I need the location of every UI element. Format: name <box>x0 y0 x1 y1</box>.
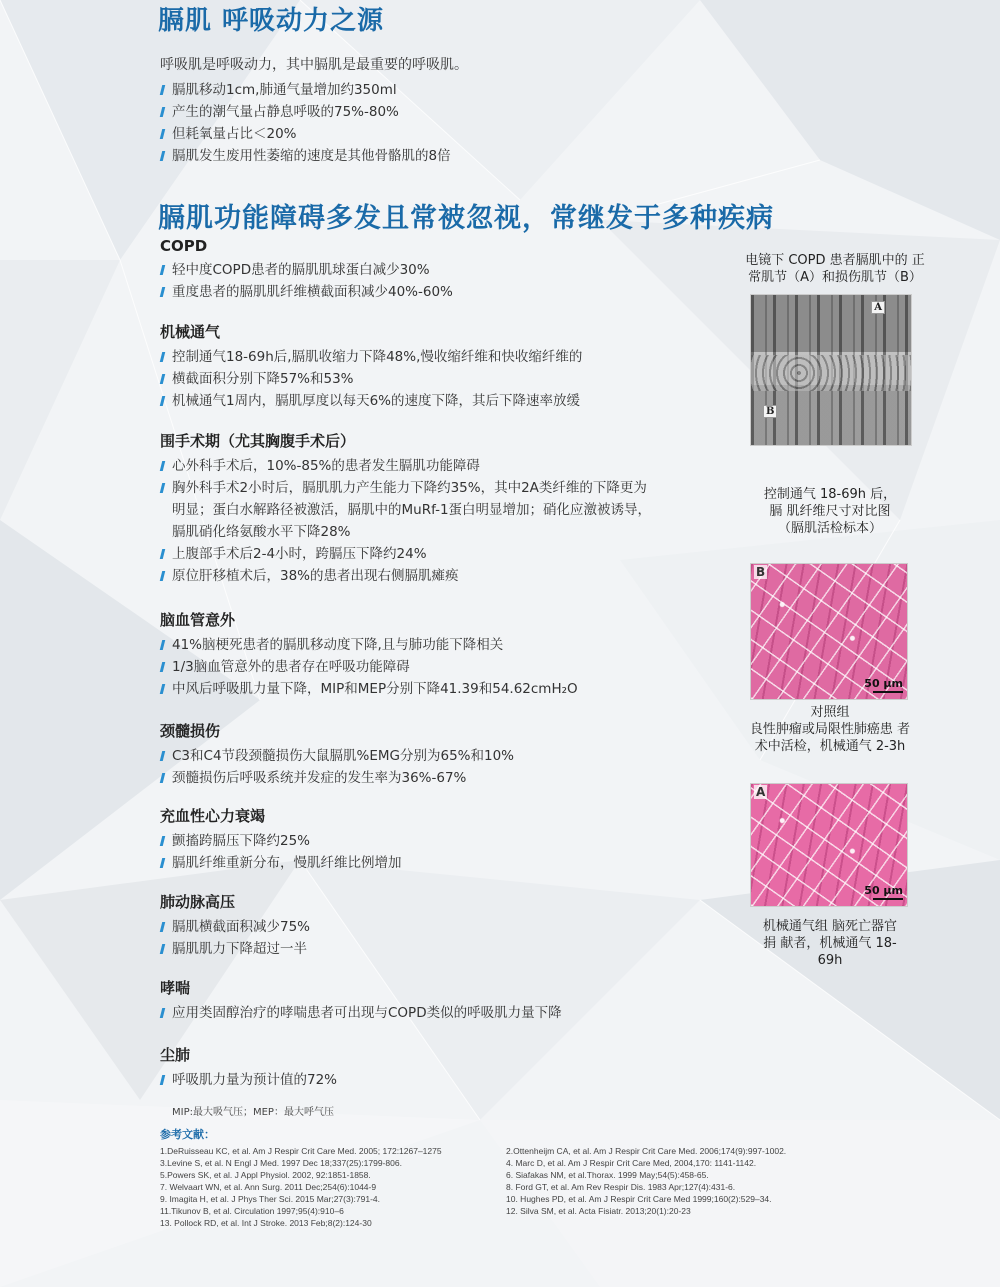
section-pneumoconiosis <box>160 1044 660 1091</box>
list-item: 产生的潮气量占静息呼吸的75%-80% <box>160 101 451 123</box>
control-group-caption <box>740 704 920 755</box>
caption-line: 良性肿瘤或局限性肺癌患 者 <box>749 722 911 737</box>
reference-item: 13. Pollock RD, et al. Int J Stroke. 2013 Feb;8(2):124-30 <box>160 1218 372 1228</box>
reference-item: 1.DeRuisseau KC, et al. Am J Respir Crit Care Med. 2005; 172:1267–1275 <box>160 1146 442 1156</box>
list-item: 呼吸肌力量为预计值的72% <box>160 1069 660 1091</box>
section-stroke <box>160 609 660 700</box>
em-figure-caption <box>725 252 945 286</box>
reference-item: 7. Welvaart WN, et al. Ann Surg. 2011 Dec;254(6):1044-9 <box>160 1182 377 1192</box>
list-item: 原位肝移植术后，38%的患者出现右侧膈肌瘫痪 <box>160 565 660 587</box>
abbreviation-note: MIP:最大吸气压；MEP：最大呼气压 <box>172 1107 334 1118</box>
section-title-dysfunction: 膈肌功能障碍多发且常被忽视，常继发于多种疾病 <box>158 203 774 234</box>
caption-line: 术中活检，机械通气 2-3h <box>754 739 906 754</box>
list-item: 应用类固醇治疗的哮喘患者可出现与COPD类似的呼吸肌力量下降 <box>160 1002 660 1024</box>
caption-line: 膈 肌纤维尺寸对比图 <box>769 504 891 519</box>
electron-micrograph-image <box>750 294 912 446</box>
references-right <box>506 1145 786 1217</box>
list-item: 轻中度COPD患者的膈肌肌球蛋白减少30% <box>160 259 660 281</box>
section-heading: 脑血管意外 <box>160 611 236 629</box>
reference-item: 5.Powers SK, et al. J Appl Physiol. 2002, 92:1851-1858. <box>160 1170 371 1180</box>
em-label-a: A <box>871 301 885 314</box>
list-item: 机械通气1周内，膈肌厚度以每天6%的速度下降，其后下降速率放缓 <box>160 390 660 412</box>
references-left <box>160 1145 442 1229</box>
references-heading: 参考文献： <box>160 1128 215 1141</box>
reference-item: 8. Ford GT, et al. Am Rev Respir Dis. 1983 Apr;127(4):431-6. <box>506 1182 736 1192</box>
caption-line: 常肌节（A）和损伤肌节（B） <box>748 270 922 285</box>
caption-line: 控制通气 18-69h 后， <box>763 487 897 502</box>
caption-line: 机械通气组 脑死亡器官 <box>762 919 898 934</box>
list-item: 控制通气18-69h后,膈肌收缩力下降48%,慢收缩纤维和快收缩纤维的 <box>160 346 660 368</box>
section-pulmonary-hypertension <box>160 891 660 960</box>
list-item: 膈肌发生废用性萎缩的速度是其他骨骼肌的8倍 <box>160 145 451 167</box>
reference-item: 10. Hughes PD, et al. Am J Respir Crit Care Med 1999;160(2):529–34. <box>506 1194 772 1204</box>
list-item: 横截面积分别下降57%和53% <box>160 368 660 390</box>
list-item: 41%脑梗死患者的膈肌移动度下降,且与肺功能下降相关 <box>160 634 660 656</box>
caption-line: 对照组 <box>810 705 850 720</box>
section-spinal-cord-injury <box>160 720 660 789</box>
list-item: 但耗氧量占比＜20% <box>160 123 451 145</box>
list-item: C3和C4节段颈髓损伤大鼠膈肌%EMG分别为65%和10% <box>160 745 660 767</box>
reference-item: 9. Imagita H, et al. J Phys Ther Sci. 2015 Mar;27(3):791-4. <box>160 1194 380 1204</box>
section-asthma <box>160 977 660 1024</box>
section-perioperative <box>160 430 660 587</box>
caption-line: （膈肌活检标本） <box>777 521 882 536</box>
section-heading: 尘肺 <box>160 1046 191 1064</box>
comparison-figure-caption <box>725 486 935 537</box>
section-heading: COPD <box>160 237 208 255</box>
list-item: 颤搐跨膈压下降约25% <box>160 830 660 852</box>
section-heading: 哮喘 <box>160 979 191 997</box>
section-heading: 充血性心力衰竭 <box>160 807 266 825</box>
intro-bullet-list <box>160 79 451 167</box>
scale-bar <box>864 884 903 900</box>
intro-text: 呼吸肌是呼吸动力，其中膈肌是最重要的呼吸肌。 <box>160 57 468 73</box>
list-item: 膈肌横截面积减少75% <box>160 916 660 938</box>
biopsy-image-control <box>750 563 908 700</box>
reference-item: 3.Levine S, et al. N Engl J Med. 1997 Dec 18;337(25):1799-806. <box>160 1158 402 1168</box>
scale-label: 50 μm <box>864 884 903 897</box>
section-heading: 肺动脉高压 <box>160 893 236 911</box>
caption-line: 捐 献者，机械通气 18- <box>763 936 897 951</box>
scale-label: 50 μm <box>864 677 903 690</box>
list-item: 中风后呼吸肌力量下降，MIP和MEP分别下降41.39和54.62cmH₂O <box>160 678 660 700</box>
caption-line: 电镜下 COPD 患者膈肌中的 正 <box>745 253 925 268</box>
reference-item: 2.Ottenheijm CA, et al. Am J Respir Crit Care Med. 2006;174(9):997-1002. <box>506 1146 787 1156</box>
list-item: 颈髓损伤后呼吸系统并发症的发生率为36%-67% <box>160 767 660 789</box>
list-item: 膈肌移动1cm,肺通气量增加约350ml <box>160 79 451 101</box>
reference-item: 6. Siafakas NM, et al.Thorax. 1999 May;54(5):458-65. <box>506 1170 709 1180</box>
section-heading: 机械通气 <box>160 323 221 341</box>
section-heading: 颈髓损伤 <box>160 722 221 740</box>
section-title-diaphragm: 膈肌 呼吸动力之源 <box>158 6 385 36</box>
list-item: 重度患者的膈肌肌纤维横截面积减少40%-60% <box>160 281 660 303</box>
panel-letter: A <box>756 785 766 799</box>
section-mechanical-ventilation <box>160 321 660 412</box>
scale-bar <box>864 677 903 693</box>
biopsy-image-ventilation <box>750 783 908 907</box>
caption-line: 69h <box>817 953 843 968</box>
list-item: 膈肌纤维重新分布，慢肌纤维比例增加 <box>160 852 660 874</box>
ventilation-group-caption <box>740 918 920 969</box>
section-copd <box>160 237 660 303</box>
panel-letter: B <box>756 565 766 579</box>
section-heading: 围手术期（尤其胸腹手术后） <box>160 432 356 450</box>
reference-item: 4. Marc D, et al. Am J Respir Crit Care Med, 2004,170: 1141-1142. <box>506 1158 757 1168</box>
list-item: 心外科手术后，10%-85%的患者发生膈肌功能障碍 <box>160 455 660 477</box>
reference-item: 12. Silva SM, et al. Acta Fisiatr. 2013;20(1):20-23 <box>506 1206 691 1216</box>
section-heart-failure <box>160 805 660 874</box>
list-item: 上腹部手术后2-4小时，跨膈压下降约24% <box>160 543 660 565</box>
list-item: 1/3脑血管意外的患者存在呼吸功能障碍 <box>160 656 660 678</box>
list-item: 膈肌肌力下降超过一半 <box>160 938 660 960</box>
em-label-b: B <box>763 405 777 418</box>
reference-item: 11.Tikunov B, et al. Circulation 1997;95(4):910–6 <box>160 1206 344 1216</box>
list-item: 胸外科手术2小时后，膈肌肌力产生能力下降约35%，其中2A类纤维的下降更为明显；蛋白水解路径被激活，膈肌中的MuRf-1蛋白明显增加；硝化应激被诱导，膈肌硝化络氨酸水平下降28% <box>160 477 660 543</box>
